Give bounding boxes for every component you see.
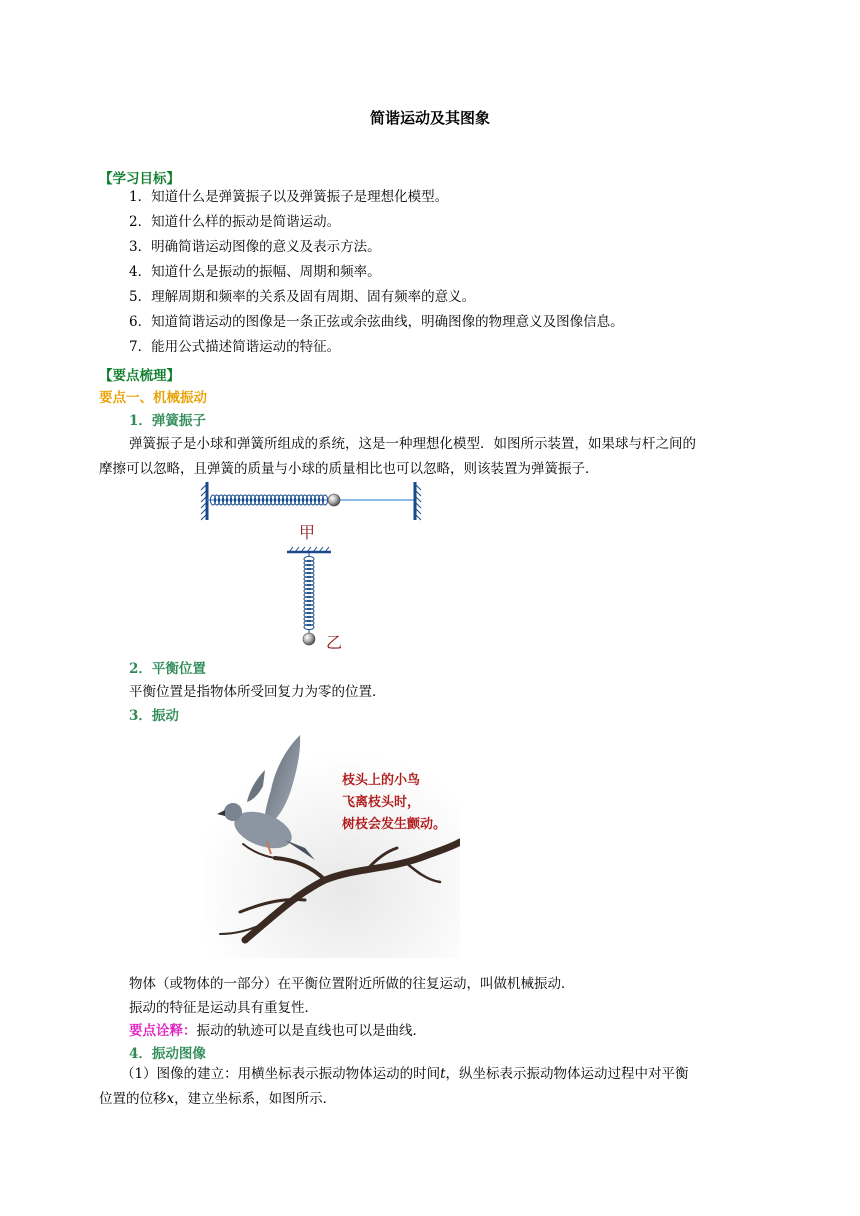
objective-item: 7．能用公式描述简谐运动的特征。: [129, 339, 341, 355]
spring-oscillator-figure: [195, 476, 435, 656]
var-t: t: [440, 1066, 446, 1082]
objective-item: 5．理解周期和频率的关系及固有周期、固有频率的意义。: [129, 289, 476, 305]
vertical-spring: [304, 552, 314, 633]
objectives-list: [129, 185, 624, 360]
sub4-line1: [121, 1062, 689, 1082]
sub4-line2-text-b: ，建立坐标系，如图所示．: [174, 1091, 337, 1107]
ball-vertical: [303, 633, 315, 645]
sub4-heading: 4．振动图像: [129, 1046, 206, 1062]
sub3-text2: 振动的特征是运动具有重复性．: [129, 1000, 318, 1016]
note-label: 要点诠释：: [129, 1023, 197, 1039]
keypoints-heading: 【要点梳理】: [99, 368, 180, 384]
sub3-heading: 3．振动: [129, 708, 179, 724]
page-title: 简谐运动及其图象: [369, 109, 490, 127]
bird-branch-illustration: [205, 730, 460, 958]
sub1-text-line1: 弹簧振子是小球和弹簧所组成的系统，这是一种理想化模型．如图所示装置，如果球与杆之间的: [129, 436, 696, 452]
sub4-line1-text-a: （1）图像的建立：用横坐标表示振动物体运动的时间: [121, 1066, 441, 1082]
objective-item: 2．知道什么样的振动是简谐运动。: [129, 214, 341, 230]
sub4-line2-text-a: 位置的位移: [99, 1091, 167, 1107]
sub4-line2: [99, 1087, 336, 1107]
point1-heading: 要点一、机械振动: [99, 390, 207, 406]
bird-caption-line: 飞离枝头时，: [342, 795, 421, 810]
objective-item: 6．知道简谐运动的图像是一条正弦或余弦曲线，明确图像的物理意义及图像信息。: [129, 314, 624, 330]
var-x: x: [166, 1091, 175, 1107]
sub2-text: 平衡位置是指物体所受回复力为零的位置．: [129, 684, 386, 700]
right-wall: [415, 482, 421, 520]
figure-label-a: 甲: [299, 523, 316, 542]
objective-item: 4．知道什么是振动的振幅、周期和频率。: [129, 264, 381, 280]
bird-caption-line: 枝头上的小鸟: [342, 773, 421, 788]
left-wall: [201, 482, 207, 520]
ball-horizontal: [328, 494, 340, 506]
objectives-heading: 【学习目标】: [99, 171, 180, 187]
sub1-text-line2: 摩擦可以忽略，且弹簧的质量与小球的质量相比也可以忽略，则该装置为弹簧振子．: [99, 461, 599, 477]
sub4-line1-text-b: ，纵坐标表示振动物体运动过程中对平衡: [445, 1066, 689, 1082]
bird-caption-line: 树枝会发生颤动。: [342, 817, 447, 832]
ceiling: [287, 547, 331, 552]
sub1-heading: 1．弹簧振子: [129, 413, 206, 429]
note-line: [129, 1019, 426, 1039]
sub3-text1: 物体（或物体的一部分）在平衡位置附近所做的往复运动，叫做机械振动．: [129, 976, 575, 992]
bird-caption: [342, 770, 446, 836]
objective-item: 3．明确简谐运动图像的意义及表示方法。: [129, 239, 381, 255]
note-text: 振动的轨迹可以是直线也可以是曲线．: [196, 1023, 426, 1039]
sub2-heading: 2．平衡位置: [129, 661, 206, 677]
objective-item: 1．知道什么是弹簧振子以及弹簧振子是理想化模型。: [129, 189, 449, 205]
figure-label-b: 乙: [326, 633, 343, 652]
